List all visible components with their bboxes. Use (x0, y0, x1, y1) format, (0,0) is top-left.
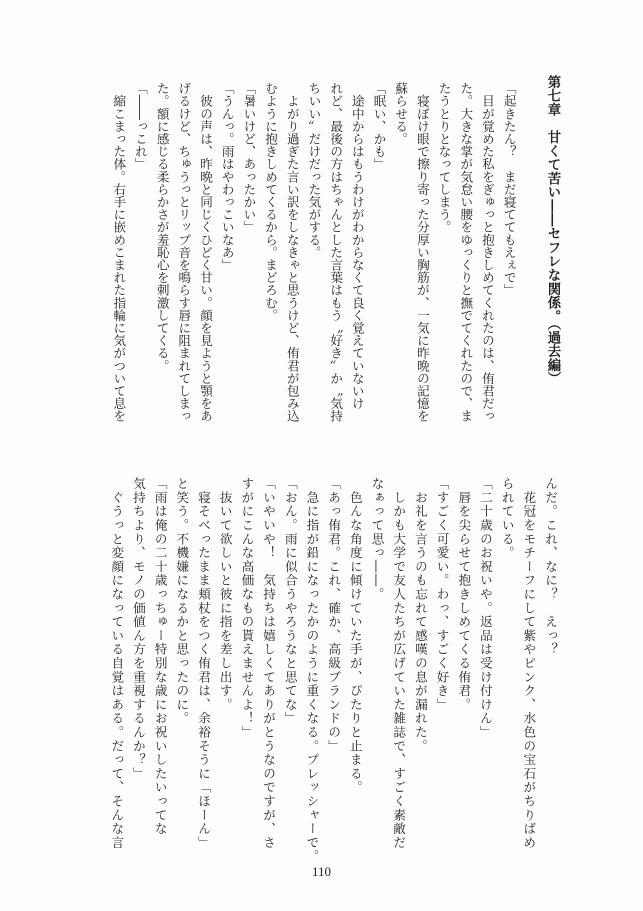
page-number: 110 (311, 864, 332, 879)
text-line: すがにこんな高価なもの貰えませんよ！」 (239, 477, 255, 740)
text-line: 寝ぼけ眼で擦り寄った分厚い胸筋が、一気に昨晩の記憶を (414, 82, 430, 423)
text-line: 寝そべったまま頬杖をつく侑君は、余裕そうに「ほーん」 (196, 477, 211, 850)
chapter-title: 第七章 甘くて苦い――セフレな関係。（過去編） (545, 75, 561, 386)
text-line: 途中からはもうわけがわからなくて良く覚えていないけ (349, 82, 365, 410)
text-line: 「二十歳のお祝いや。返品は受け付けん」 (477, 477, 493, 740)
text-line: 抜いて欲しいと彼に指を差し出す。 (217, 477, 233, 712)
blank-line (520, 82, 542, 417)
text-line: たうとりとなってしまう。 (436, 82, 452, 234)
text-line: げるけど、ちゅうっとリップ音を鳴らす唇に阻まれてしまっ (176, 82, 192, 423)
upper-text-block (108, 75, 563, 423)
text-line: た。大きな掌が気怠い腰をゆっくりと撫でてくれたので、ま (458, 82, 474, 423)
text-line: 「暑いけど、あったかい」 (241, 82, 257, 234)
text-line: んだ。これ、なに？ えっ？ (543, 477, 558, 657)
text-line: 彼の声は、昨晩と同じくひどく甘い。顔を見ようと顎をあ (198, 82, 213, 423)
text-line: られている。 (499, 477, 515, 560)
text-line: ちいい〟だけだった気がする。 (306, 82, 322, 259)
text-line: 目が覚めた私をぎゅっと抱きしめてくれたのは、侑君だっ (479, 82, 495, 423)
text-line: と笑う。不機嫌になるかと思ったのに。 (174, 477, 190, 726)
text-line: 「雨は俺の二十歳っちゅー特別な歳にお祝いしたいってな (152, 477, 168, 836)
text-line: 唇を尖らせて抱きしめてくる侑君。 (456, 477, 472, 712)
text-line: た。額に感じる柔らかさが羞恥心を刺激してくる。 (154, 82, 170, 372)
text-line: 「――っこれ」 (132, 82, 148, 171)
text-line: 「いやいや！ 気持ちは嬉しくてありがとうなのですが、さ (261, 477, 277, 850)
text-line: 「眠い、かも」 (371, 82, 387, 171)
text-line: 「うんっ。雨はやわっこいなあ」 (219, 82, 235, 271)
text-line: むように抱きしめてくるから。まどろむ。 (263, 82, 279, 322)
lower-text-block (106, 477, 561, 864)
text-line: ぐうっと変顔になっている自覚はある。だって、そんな言 (109, 477, 125, 850)
text-line: しかも大学で友人たちが広げていた雑誌で、すごく素敵だ (391, 477, 407, 850)
text-line: 花冠をモチーフにして紫やピンク、水色の宝石がちりばめ (521, 477, 537, 850)
text-line: 色んな角度に傾けていた手が、ぴたりと止まる。 (347, 477, 363, 795)
text-line: 「おん。雨に似合うやろうなと思てな」 (282, 477, 298, 726)
text-line: 蘇らせる。 (393, 82, 409, 145)
text-line: 急に指が鉛になったかのように重くなる。プレッシャーで。 (304, 477, 320, 864)
text-line: なぁって思っ――。 (369, 477, 385, 602)
text-line: 「すごく可愛い。わっ、すごく好き」 (434, 477, 450, 712)
text-line: れど、最後の方はちゃんとした言葉はもう〝好き〟か〝気持 (328, 82, 344, 423)
text-line: よがり過ぎた言い訳をしなきゃと思うけど、侑君が包み込 (284, 82, 300, 423)
text-line: 気持ちより、モノの価値ん方を重視するんか？」 (130, 477, 146, 781)
text-line: 「起きたん？ まだ寝ててもえぇで」 (501, 82, 517, 297)
text-line: 「あっ侑君。これ、確か、高級ブランドの」 (326, 477, 342, 753)
text-line: お礼を言うのも忘れて感嘆の息が漏れた。 (412, 477, 428, 753)
text-line: 縮こまった体。右手に嵌めこまれた指輪に気がついて息を (111, 82, 127, 423)
